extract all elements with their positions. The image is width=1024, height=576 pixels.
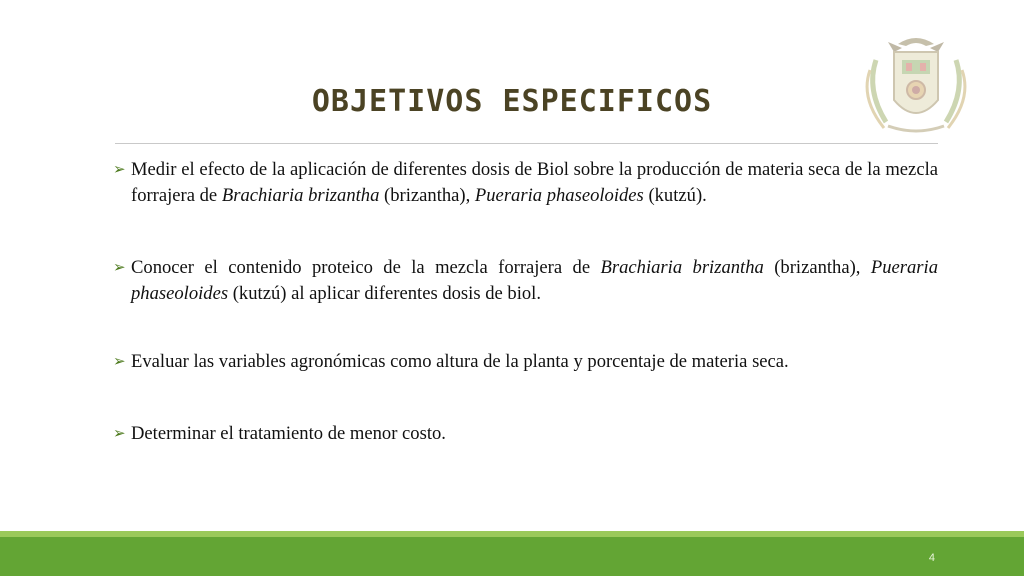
arrow-bullet-icon: ➢ bbox=[113, 162, 126, 178]
bullet-text: Evaluar las variables agronómicas como altura de la planta y porcentaje de materia seca. bbox=[131, 351, 789, 372]
list-item bbox=[113, 421, 938, 447]
list-item bbox=[113, 349, 938, 375]
bullet-text: Medir el efecto de la aplicación de diferentes dosis de Biol sobre la producción de materia seca de la mezcla forrajera de Brachiaria brizantha (brizantha), Pueraria phaseoloides (kutzú). bbox=[131, 159, 938, 206]
list-item bbox=[113, 255, 938, 307]
objectives-list bbox=[113, 157, 938, 447]
arrow-bullet-icon: ➢ bbox=[113, 426, 126, 442]
bullet-text: Conocer el contenido proteico de la mezcla forrajera de Brachiaria brizantha (brizantha), Pueraria phaseoloides (kutzú) al aplicar diferentes dosis de biol. bbox=[131, 257, 938, 304]
footer-bar bbox=[0, 537, 1024, 576]
arrow-bullet-icon: ➢ bbox=[113, 260, 126, 276]
title-divider bbox=[115, 143, 938, 144]
page-number: 4 bbox=[928, 552, 935, 564]
slide-title: OBJETIVOS ESPECIFICOS bbox=[311, 84, 713, 119]
list-item bbox=[113, 157, 938, 209]
arrow-bullet-icon: ➢ bbox=[113, 354, 126, 370]
bullet-text: Determinar el tratamiento de menor costo. bbox=[131, 423, 446, 444]
